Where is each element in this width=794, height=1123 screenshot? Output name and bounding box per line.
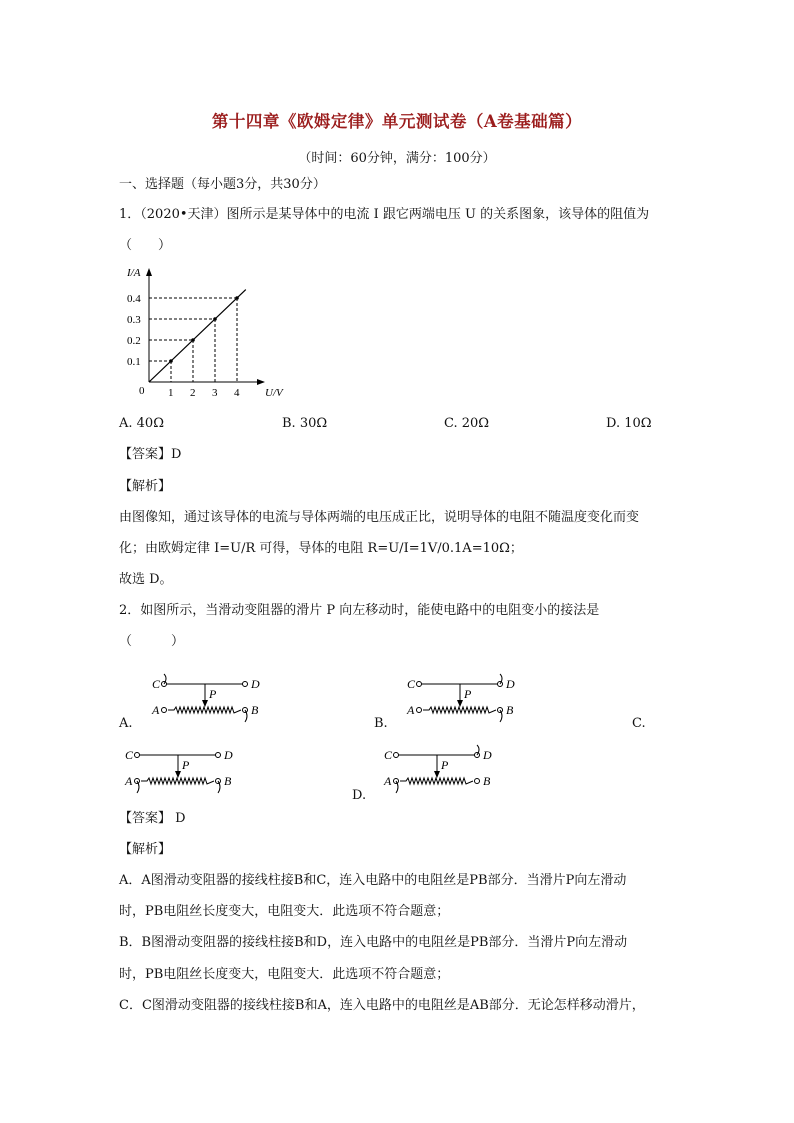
q2-answer: 【答案】 D (119, 811, 186, 826)
data-point (191, 338, 195, 342)
q2-analysis-line: A．A图滑动变阻器的接线柱接B和C，连入电路中的电阻丝是PB部分．当滑片P向左滑动 (119, 873, 627, 888)
slider-label: P (209, 687, 217, 701)
rheostat-figure-c (123, 743, 243, 798)
y-axis-arrow (146, 268, 152, 276)
terminal-b (475, 779, 480, 784)
terminal-label-d: D (224, 748, 233, 762)
slider-arrow (202, 700, 208, 707)
x-axis-arrow (257, 379, 265, 385)
q1-analysis-line: 化；由欧姆定律 I=U/R 可得，导体的电阻 R=U/I=1V/0.1A=10Ω； (119, 541, 523, 556)
x-tick-label: 3 (212, 387, 218, 399)
data-point (213, 317, 217, 321)
q2-analysis-line: C．C图滑动变阻器的接线柱接B和A，连入电路中的电阻丝是AB部分．无论怎样移动滑片， (119, 998, 645, 1013)
terminal-label-d: D (483, 748, 492, 762)
slider-arrow (434, 771, 440, 778)
x-axis-label: U/V (265, 387, 283, 399)
terminal-label-d: D (251, 677, 260, 691)
data-point (235, 296, 239, 300)
slider-arrow (175, 771, 181, 778)
terminal-label-c: C (407, 677, 416, 691)
resistance-coil (168, 707, 241, 713)
slider-label: P (464, 687, 472, 701)
q2-analysis-label: 【解析】 (119, 842, 172, 857)
q1-answer: 【答案】D (119, 447, 182, 462)
q1-analysis-line: 故选 D。 (119, 572, 173, 587)
resistance-coil (141, 778, 214, 784)
terminal-label-d: D (506, 677, 515, 691)
terminal-label-c: C (152, 677, 161, 691)
terminal-label-b: B (251, 703, 259, 717)
document-title: 第十四章《欧姆定律》单元测试卷（A卷基础篇） (211, 112, 583, 131)
y-tick-label: 0.1 (127, 356, 141, 368)
q2-analysis-line: 时，PB电阻丝长度变大，电阻变大．此选项不符合题意； (119, 904, 450, 919)
q1-option-a: A. 40Ω (119, 416, 164, 431)
terminal-c (417, 682, 422, 687)
q1-option-b: B. 30Ω (282, 416, 328, 431)
y-tick-label: 0.4 (127, 293, 141, 305)
rheostat-figure-b (405, 672, 525, 727)
terminal-d (216, 753, 221, 758)
section-heading: 一、选择题（每小题3分，共30分） (119, 177, 326, 192)
y-tick-label: 0.3 (127, 314, 141, 326)
q1-blank: （ ） (119, 238, 172, 253)
terminal-label-a: A (125, 774, 133, 788)
q2-analysis-line: 时，PB电阻丝长度变大，电阻变大．此选项不符合题意； (119, 967, 450, 982)
terminal-c (135, 753, 140, 758)
x-tick-label: 1 (168, 387, 174, 399)
terminal-label-b: B (483, 774, 491, 788)
q2-stem: 2．如图所示，当滑动变阻器的滑片 P 向左移动时，能使电路中的电阻变小的接法是 (119, 603, 600, 618)
q2-option-b-label: B. (374, 716, 388, 731)
terminal-label-c: C (384, 748, 393, 762)
q2-option-a-label: A. (119, 716, 133, 731)
q1-option-c: C. 20Ω (444, 416, 490, 431)
terminal-a (417, 708, 422, 713)
q2-blank: （ ） (119, 634, 185, 649)
resistance-coil (423, 707, 496, 713)
terminal-label-a: A (384, 774, 392, 788)
terminal-label-b: B (224, 774, 232, 788)
y-axis-label: I/A (127, 267, 141, 279)
iu-line (149, 290, 246, 382)
exam-info: （时间：60分钟，满分：100分） (298, 151, 496, 166)
terminal-label-a: A (152, 703, 160, 717)
terminal-c (394, 753, 399, 758)
slider-arrow (457, 700, 463, 707)
rheostat-figure-d (382, 743, 502, 798)
origin-label: 0 (139, 385, 145, 397)
data-point (169, 359, 173, 363)
x-tick-label: 2 (190, 387, 196, 399)
q2-analysis-line: B．B图滑动变阻器的接线柱接B和D，连入电路中的电阻丝是PB部分．当滑片P向左滑动 (119, 935, 628, 950)
q1-analysis-label: 【解析】 (119, 479, 172, 494)
resistance-coil (400, 778, 473, 784)
y-tick-label: 0.2 (127, 335, 141, 347)
terminal-label-c: C (125, 748, 134, 762)
q1-analysis-line: 由图像知，通过该导体的电流与导体两端的电压成正比，说明导体的电阻不随温度变化而变 (119, 510, 640, 525)
terminal-label-b: B (506, 703, 514, 717)
iu-graph (119, 262, 289, 402)
slider-label: P (441, 758, 449, 772)
x-tick-label: 4 (234, 387, 240, 399)
q1-option-d: D. 10Ω (606, 416, 652, 431)
slider-label: P (182, 758, 190, 772)
q2-option-d-label: D. (352, 788, 367, 803)
q1-stem: 1．（2020•天津）图所示是某导体中的电流 I 跟它两端电压 U 的关系图象，该导体的阻值为 (119, 207, 650, 222)
terminal-a (162, 708, 167, 713)
terminal-d (243, 682, 248, 687)
q2-option-c-label: C. (632, 716, 646, 731)
rheostat-figure-a (150, 672, 270, 727)
terminal-label-a: A (407, 703, 415, 717)
